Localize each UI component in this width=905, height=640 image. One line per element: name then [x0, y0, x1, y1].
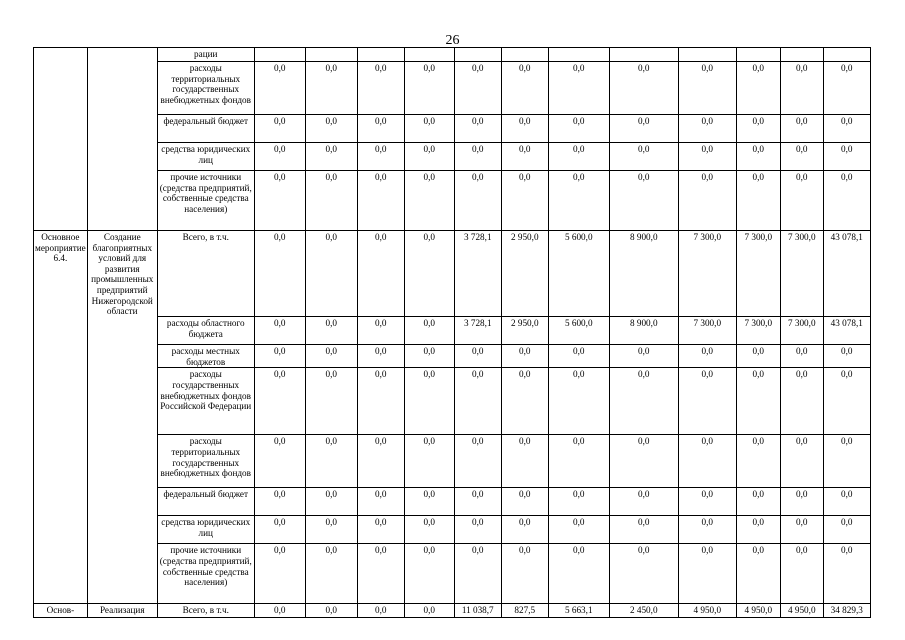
value-cell: 0,0 — [736, 435, 780, 488]
value-cell: 0,0 — [548, 368, 609, 435]
value-cell: 0,0 — [357, 516, 404, 544]
value-cell: 0,0 — [501, 115, 548, 143]
value-cell: 0,0 — [548, 143, 609, 171]
table-row — [34, 488, 871, 516]
value-cell: 0,0 — [823, 544, 870, 604]
value-cell: 2 450,0 — [609, 604, 678, 618]
value-cell: 11 038,7 — [454, 604, 501, 618]
value-cell: 0,0 — [404, 115, 454, 143]
value-cell: 0,0 — [501, 368, 548, 435]
value-cell: 0,0 — [678, 62, 736, 115]
activity-cell — [34, 345, 88, 368]
funding-source-cell: Всего, в т.ч. — [157, 604, 254, 618]
activity-cell — [34, 368, 88, 435]
value-cell: 0,0 — [404, 317, 454, 345]
description-cell — [87, 143, 157, 171]
value-cell — [501, 48, 548, 62]
value-cell: 0,0 — [823, 368, 870, 435]
value-cell: 0,0 — [305, 231, 357, 317]
value-cell: 34 829,3 — [823, 604, 870, 618]
value-cell: 0,0 — [823, 62, 870, 115]
table-row — [34, 171, 871, 231]
value-cell — [736, 48, 780, 62]
value-cell: 0,0 — [609, 516, 678, 544]
value-cell: 0,0 — [501, 143, 548, 171]
value-cell: 0,0 — [305, 604, 357, 618]
value-cell: 0,0 — [357, 115, 404, 143]
table-row — [34, 368, 871, 435]
value-cell: 0,0 — [780, 516, 823, 544]
value-cell: 0,0 — [305, 544, 357, 604]
value-cell: 0,0 — [501, 171, 548, 231]
funding-source-cell: федеральный бюджет — [157, 488, 254, 516]
value-cell — [780, 48, 823, 62]
value-cell: 5 600,0 — [548, 317, 609, 345]
value-cell: 0,0 — [780, 544, 823, 604]
value-cell: 0,0 — [609, 171, 678, 231]
value-cell: 0,0 — [254, 231, 305, 317]
description-cell: Реализация — [87, 604, 157, 618]
value-cell — [454, 48, 501, 62]
value-cell: 0,0 — [548, 62, 609, 115]
value-cell — [678, 48, 736, 62]
value-cell: 0,0 — [305, 317, 357, 345]
activity-cell: Основное мероприятие 6.4. — [34, 231, 88, 317]
activity-cell — [34, 171, 88, 231]
value-cell: 3 728,1 — [454, 231, 501, 317]
value-cell: 0,0 — [780, 345, 823, 368]
value-cell: 0,0 — [454, 345, 501, 368]
value-cell: 0,0 — [678, 115, 736, 143]
value-cell: 0,0 — [823, 143, 870, 171]
funding-source-cell: прочие источники (средства предприятий, собственные средства населения) — [157, 171, 254, 231]
value-cell: 43 078,1 — [823, 231, 870, 317]
value-cell: 0,0 — [305, 345, 357, 368]
value-cell: 0,0 — [678, 435, 736, 488]
value-cell: 0,0 — [678, 488, 736, 516]
value-cell: 0,0 — [609, 345, 678, 368]
value-cell: 7 300,0 — [780, 317, 823, 345]
activity-cell — [34, 115, 88, 143]
funding-source-cell: средства юридических лиц — [157, 516, 254, 544]
value-cell: 0,0 — [454, 368, 501, 435]
value-cell: 0,0 — [357, 604, 404, 618]
value-cell — [357, 48, 404, 62]
budget-table — [33, 47, 871, 618]
value-cell: 0,0 — [609, 488, 678, 516]
value-cell: 0,0 — [678, 345, 736, 368]
value-cell: 0,0 — [404, 231, 454, 317]
value-cell: 5 663,1 — [548, 604, 609, 618]
value-cell: 0,0 — [454, 115, 501, 143]
value-cell: 7 300,0 — [736, 317, 780, 345]
value-cell: 0,0 — [823, 345, 870, 368]
value-cell: 0,0 — [454, 488, 501, 516]
value-cell: 0,0 — [305, 143, 357, 171]
value-cell: 0,0 — [357, 544, 404, 604]
value-cell: 0,0 — [254, 544, 305, 604]
value-cell: 0,0 — [736, 368, 780, 435]
value-cell: 0,0 — [678, 368, 736, 435]
value-cell: 0,0 — [501, 62, 548, 115]
description-cell — [87, 62, 157, 115]
value-cell: 0,0 — [357, 368, 404, 435]
page-number: 26 — [445, 33, 460, 48]
table-row — [34, 143, 871, 171]
value-cell: 0,0 — [823, 115, 870, 143]
value-cell: 0,0 — [454, 143, 501, 171]
table-row — [34, 604, 871, 618]
value-cell: 0,0 — [548, 171, 609, 231]
value-cell — [823, 48, 870, 62]
value-cell: 0,0 — [305, 435, 357, 488]
value-cell: 0,0 — [305, 488, 357, 516]
value-cell: 0,0 — [736, 345, 780, 368]
value-cell: 0,0 — [501, 345, 548, 368]
value-cell: 0,0 — [548, 544, 609, 604]
value-cell — [548, 48, 609, 62]
description-cell — [87, 544, 157, 604]
value-cell: 0,0 — [609, 544, 678, 604]
value-cell: 0,0 — [609, 62, 678, 115]
value-cell: 0,0 — [254, 516, 305, 544]
value-cell — [254, 48, 305, 62]
value-cell: 4 950,0 — [780, 604, 823, 618]
value-cell: 0,0 — [823, 516, 870, 544]
value-cell: 0,0 — [678, 544, 736, 604]
table-row — [34, 435, 871, 488]
value-cell: 0,0 — [780, 62, 823, 115]
description-cell — [87, 48, 157, 62]
funding-source-cell: федеральный бюджет — [157, 115, 254, 143]
value-cell: 0,0 — [454, 62, 501, 115]
value-cell: 4 950,0 — [678, 604, 736, 618]
value-cell: 0,0 — [305, 62, 357, 115]
value-cell: 0,0 — [501, 544, 548, 604]
activity-cell — [34, 317, 88, 345]
value-cell: 0,0 — [736, 62, 780, 115]
value-cell: 0,0 — [548, 345, 609, 368]
value-cell: 0,0 — [254, 62, 305, 115]
table-row — [34, 345, 871, 368]
funding-source-cell: рации — [157, 48, 254, 62]
description-cell — [87, 516, 157, 544]
description-cell: Создание благоприятных условий для развития промышленных предприятий Нижегородской области — [87, 231, 157, 317]
value-cell: 2 950,0 — [501, 317, 548, 345]
value-cell: 0,0 — [254, 317, 305, 345]
value-cell: 0,0 — [736, 544, 780, 604]
value-cell: 0,0 — [454, 544, 501, 604]
funding-source-cell: расходы территориальных государственных внебюджетных фондов — [157, 62, 254, 115]
table-row — [34, 544, 871, 604]
value-cell: 0,0 — [254, 435, 305, 488]
value-cell: 0,0 — [357, 435, 404, 488]
description-cell — [87, 435, 157, 488]
value-cell: 0,0 — [823, 488, 870, 516]
value-cell: 7 300,0 — [678, 231, 736, 317]
value-cell: 0,0 — [357, 231, 404, 317]
table-row — [34, 317, 871, 345]
value-cell: 0,0 — [548, 516, 609, 544]
value-cell: 4 950,0 — [736, 604, 780, 618]
value-cell: 0,0 — [404, 368, 454, 435]
value-cell: 0,0 — [454, 435, 501, 488]
value-cell: 0,0 — [254, 143, 305, 171]
description-cell — [87, 115, 157, 143]
value-cell: 7 300,0 — [780, 231, 823, 317]
value-cell: 0,0 — [678, 171, 736, 231]
funding-source-cell: прочие источники (средства предприятий, собственные средства населения) — [157, 544, 254, 604]
description-cell — [87, 488, 157, 516]
value-cell: 0,0 — [454, 516, 501, 544]
value-cell: 0,0 — [780, 488, 823, 516]
activity-cell — [34, 435, 88, 488]
activity-cell — [34, 143, 88, 171]
value-cell: 0,0 — [357, 488, 404, 516]
funding-source-cell: расходы государственных внебюджетных фондов Российской Федерации — [157, 368, 254, 435]
table-row — [34, 48, 871, 62]
value-cell: 0,0 — [736, 143, 780, 171]
value-cell: 0,0 — [678, 143, 736, 171]
description-cell — [87, 368, 157, 435]
value-cell: 3 728,1 — [454, 317, 501, 345]
value-cell: 0,0 — [404, 604, 454, 618]
value-cell: 0,0 — [404, 345, 454, 368]
table-row — [34, 231, 871, 317]
value-cell: 5 600,0 — [548, 231, 609, 317]
value-cell: 0,0 — [736, 171, 780, 231]
value-cell: 0,0 — [609, 143, 678, 171]
value-cell: 0,0 — [357, 317, 404, 345]
description-cell — [87, 345, 157, 368]
value-cell: 0,0 — [305, 516, 357, 544]
value-cell: 0,0 — [357, 62, 404, 115]
value-cell: 0,0 — [305, 368, 357, 435]
activity-cell — [34, 516, 88, 544]
funding-source-cell: расходы областного бюджета — [157, 317, 254, 345]
table-row — [34, 62, 871, 115]
value-cell: 0,0 — [357, 143, 404, 171]
value-cell: 0,0 — [548, 488, 609, 516]
value-cell: 0,0 — [254, 488, 305, 516]
value-cell: 8 900,0 — [609, 231, 678, 317]
value-cell: 0,0 — [780, 115, 823, 143]
description-cell — [87, 171, 157, 231]
table-row — [34, 516, 871, 544]
funding-source-cell: расходы территориальных государственных внебюджетных фондов — [157, 435, 254, 488]
value-cell: 0,0 — [404, 143, 454, 171]
value-cell: 0,0 — [780, 435, 823, 488]
value-cell — [404, 48, 454, 62]
value-cell: 0,0 — [823, 435, 870, 488]
funding-source-cell: расходы местных бюджетов — [157, 345, 254, 368]
activity-cell: Основ- — [34, 604, 88, 618]
funding-source-cell: Всего, в т.ч. — [157, 231, 254, 317]
value-cell: 0,0 — [404, 171, 454, 231]
activity-cell — [34, 488, 88, 516]
value-cell: 0,0 — [305, 115, 357, 143]
value-cell: 0,0 — [609, 115, 678, 143]
activity-cell — [34, 62, 88, 115]
table-row — [34, 115, 871, 143]
value-cell: 0,0 — [823, 171, 870, 231]
value-cell: 0,0 — [736, 115, 780, 143]
value-cell: 8 900,0 — [609, 317, 678, 345]
value-cell: 0,0 — [736, 488, 780, 516]
value-cell: 0,0 — [404, 544, 454, 604]
value-cell: 2 950,0 — [501, 231, 548, 317]
value-cell: 0,0 — [254, 604, 305, 618]
value-cell: 0,0 — [780, 368, 823, 435]
value-cell: 0,0 — [357, 171, 404, 231]
activity-cell — [34, 544, 88, 604]
value-cell: 0,0 — [305, 171, 357, 231]
value-cell: 0,0 — [501, 516, 548, 544]
value-cell: 0,0 — [548, 115, 609, 143]
value-cell: 0,0 — [548, 435, 609, 488]
funding-source-cell: средства юридических лиц — [157, 143, 254, 171]
value-cell: 0,0 — [404, 488, 454, 516]
value-cell: 0,0 — [501, 488, 548, 516]
activity-cell — [34, 48, 88, 62]
description-cell — [87, 317, 157, 345]
value-cell: 0,0 — [501, 435, 548, 488]
value-cell: 0,0 — [780, 171, 823, 231]
value-cell: 7 300,0 — [678, 317, 736, 345]
value-cell: 0,0 — [454, 171, 501, 231]
value-cell: 0,0 — [780, 143, 823, 171]
value-cell: 0,0 — [609, 435, 678, 488]
value-cell: 0,0 — [404, 62, 454, 115]
value-cell: 0,0 — [404, 435, 454, 488]
value-cell: 0,0 — [254, 115, 305, 143]
value-cell: 0,0 — [404, 516, 454, 544]
value-cell: 43 078,1 — [823, 317, 870, 345]
value-cell: 0,0 — [609, 368, 678, 435]
value-cell — [609, 48, 678, 62]
value-cell: 0,0 — [736, 516, 780, 544]
value-cell: 0,0 — [357, 345, 404, 368]
value-cell: 0,0 — [254, 345, 305, 368]
value-cell: 0,0 — [254, 171, 305, 231]
value-cell: 7 300,0 — [736, 231, 780, 317]
value-cell: 0,0 — [254, 368, 305, 435]
value-cell — [305, 48, 357, 62]
value-cell: 0,0 — [678, 516, 736, 544]
value-cell: 827,5 — [501, 604, 548, 618]
